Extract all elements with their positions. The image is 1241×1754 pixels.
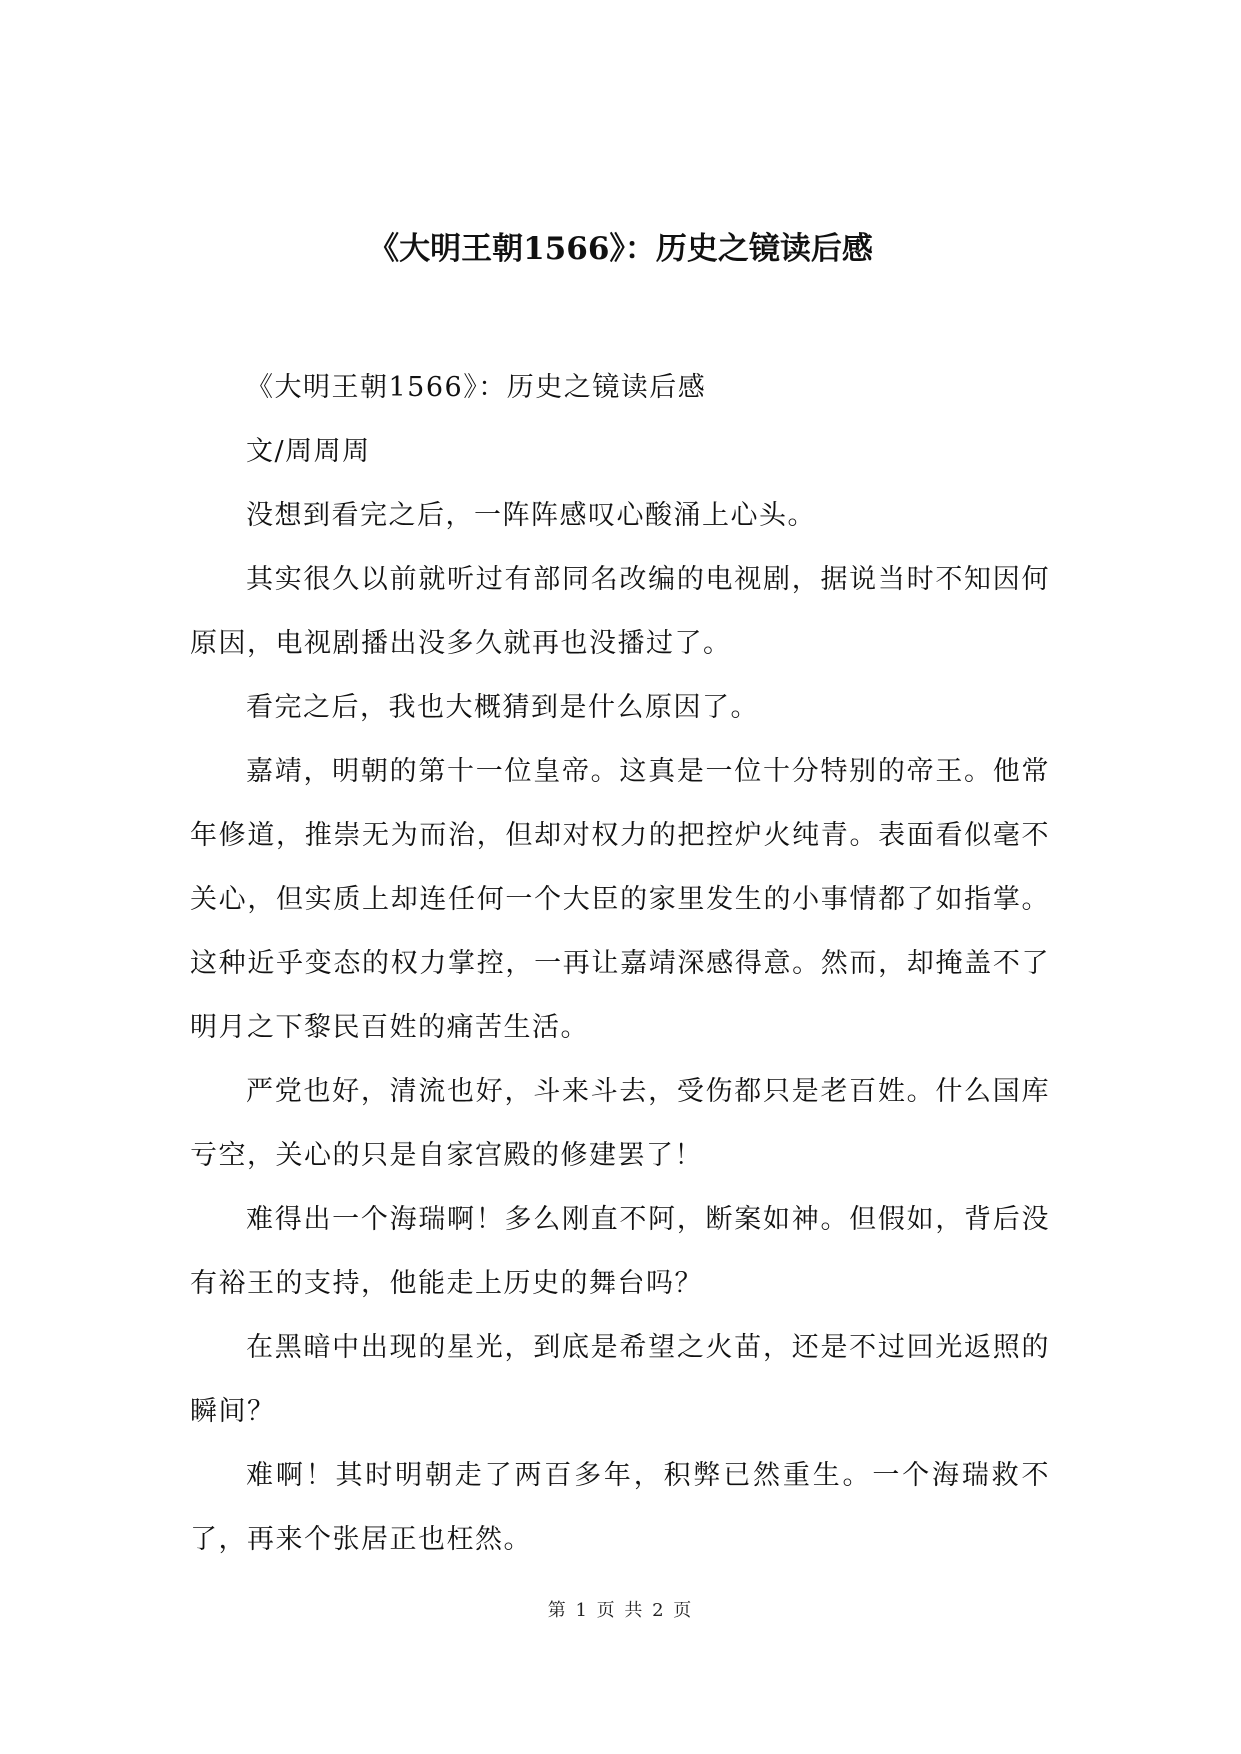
document-body [190,356,1050,1572]
paragraph: 在黑暗中出现的星光，到底是希望之火苗，还是不过回光返照的瞬间？ [190,1332,1050,1427]
paragraph-author: 文/周周周 [246,436,371,467]
paragraph: 嘉靖，明朝的第十一位皇帝。这真是一位十分特别的帝王。他常年修道，推崇无为而治，但却对权力的把控炉火纯青。表面看似毫不关心，但实质上却连任何一个大臣的家里发生的小事情都了如指掌。这种近乎变态的权力掌控，一再让嘉靖深感得意。然而，却掩盖不了明月之下黎民百姓的痛苦生活。 [190,756,1050,1043]
paragraph: 看完之后，我也大概猜到是什么原因了。 [246,692,759,723]
paragraph: 难啊！其时明朝走了两百多年，积弊已然重生。一个海瑞救不了，再来个张居正也枉然。 [190,1460,1050,1555]
paragraph: 没想到看完之后，一阵阵感叹心酸涌上心头。 [246,500,816,531]
paragraph-subtitle: 《大明王朝1566》：历史之镜读后感 [246,372,707,403]
paragraph: 其实很久以前就听过有部同名改编的电视剧，据说当时不知因何原因，电视剧播出没多久就再也没播过了。 [190,564,1050,659]
page-number-footer: 第 1 页 共 2 页 [547,1600,694,1621]
document-title: 《大明王朝1566》：历史之镜读后感 [368,231,873,267]
paragraph: 严党也好，清流也好，斗来斗去，受伤都只是老百姓。什么国库亏空，关心的只是自家宫殿的修建罢了！ [190,1076,1050,1171]
paragraph: 难得出一个海瑞啊！多么刚直不阿，断案如神。但假如，背后没有裕王的支持，他能走上历史的舞台吗？ [190,1204,1050,1299]
